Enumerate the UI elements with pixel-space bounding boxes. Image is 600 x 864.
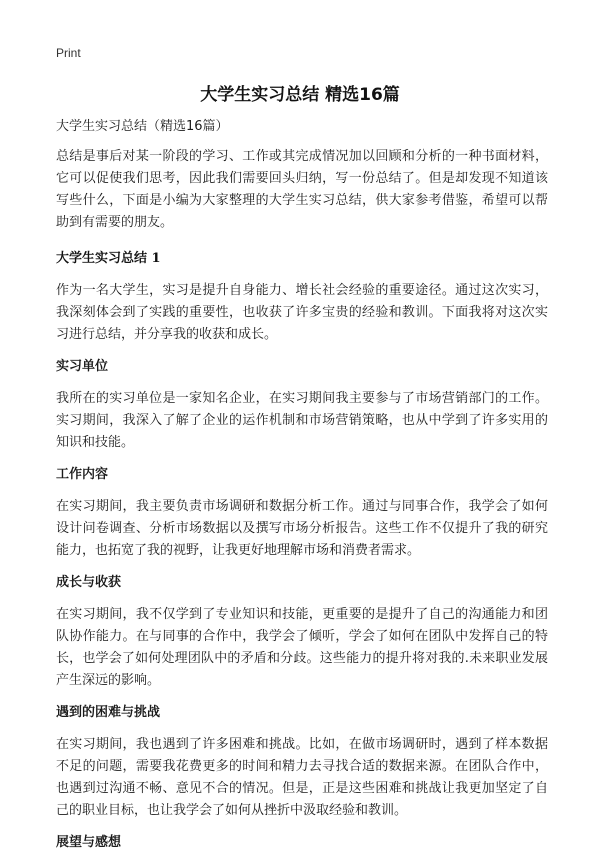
work-content-paragraph: 在实习期间，我主要负责市场调研和数据分析工作。通过与同事合作，我学会了如何设计问卷调查、分析市场数据以及撰写市场分析报告。这些工作不仅提升了我的研究能力，也拓宽了我的视野，让我更好地理解市场和消费者需求。 xyxy=(56,499,548,558)
document-title: 大学生实习总结 精选16篇 xyxy=(200,85,400,105)
print-link[interactable]: Print xyxy=(56,46,81,60)
intro-paragraph: 总结是事后对某一阶段的学习、工作或其完成情况加以回顾和分析的一种书面材料，它可以促使我们思考，因此我们需要回头归纳，写一份总结了。但是却发现不知道该写些什么，下面是小编为大家整理的大学生实习总结，供大家参考借鉴，希望可以帮助到有需要的朋友。 xyxy=(56,149,548,230)
subheading-internship-unit: 实习单位 xyxy=(56,359,109,374)
document-body xyxy=(56,116,548,864)
internship-unit-paragraph: 我所在的实习单位是一家知名企业，在实习期间我主要参与了市场营销部门的工作。实习期间，我深入了解了企业的运作机制和市场营销策略，也从中学到了许多实用的知识和技能。 xyxy=(56,391,548,450)
section1-opening-paragraph: 作为一名大学生，实习是提升自身能力、增长社会经验的重要途径。通过这次实习，我深刻体会到了实践的重要性，也收获了许多宝贵的经验和教训。下面我将对这次实习进行总结，并分享我的收获和成长。 xyxy=(56,283,548,342)
section-heading-1: 大学生实习总结 1 xyxy=(56,251,161,266)
subheading-work-content: 工作内容 xyxy=(56,467,109,482)
growth-paragraph: 在实习期间，我不仅学到了专业知识和技能，更重要的是提升了自己的沟通能力和团队协作能力。在与同事的合作中，我学会了倾听，学会了如何在团队中发挥自己的特长，也学会了如何处理团队中的矛盾和分歧。这些能力的提升将对我的.未来职业发展产生深远的影响。 xyxy=(56,607,548,688)
subheading-outlook: 展望与感想 xyxy=(56,835,122,850)
document-subtitle: 大学生实习总结（精选16篇） xyxy=(56,119,229,134)
subheading-difficulties: 遇到的困难与挑战 xyxy=(56,705,161,720)
difficulties-paragraph: 在实习期间，我也遇到了许多困难和挑战。比如，在做市场调研时，遇到了样本数据不足的问题，需要我花费更多的时间和精力去寻找合适的数据来源。在团队合作中，也遇到过沟通不畅、意见不合的情况。但是，正是这些困难和挑战让我更加坚定了自己的职业目标，也让我学会了如何从挫折中汲取经验和教训。 xyxy=(56,737,548,818)
subheading-growth: 成长与收获 xyxy=(56,575,122,590)
